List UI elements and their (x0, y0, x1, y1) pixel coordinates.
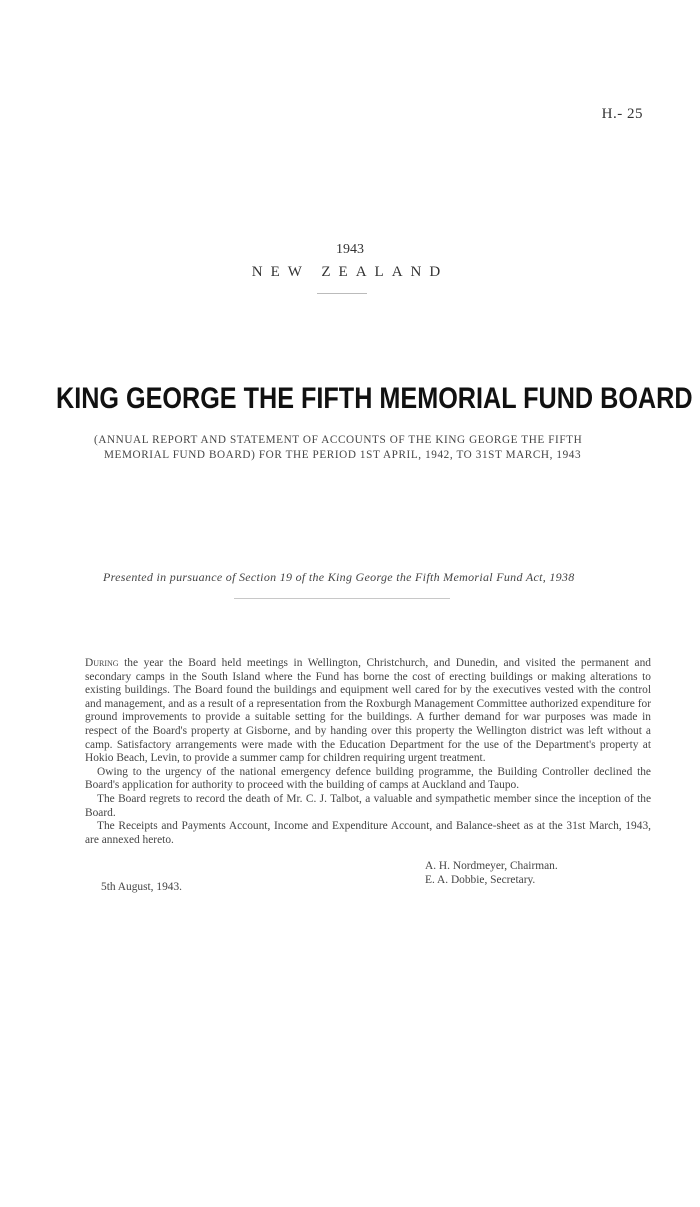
paragraph-1-text: the year the Board held meetings in Wellington, Christchurch, and Dunedin, and visited the permanent and secondary camps in the South Island where the Fund has borne the cost of erecting buildings or making alterations to existing buildings. The Board found the buildings and equipment well cared for by the executives vested with the control and management, and as a result of a representation from the Roxburgh Management Committee authorized expenditure for ground improvements to provide a suitable setting for the buildings. A further demand for war purposes was made in respect of the Board's property at Gisborne, and by handing over this property the Wellington district was left without a camp. Satisfactory arrangements were made with the Education Department for the use of the Department's property at Hokio Beach, Levin, to provide a summer camp for children requiring urgent treatment. (85, 657, 651, 765)
report-body (85, 657, 651, 847)
short-divider (317, 293, 367, 294)
presented-note: Presented in pursuance of Section 19 of the King George the Fifth Memorial Fund Act, 1938 (103, 570, 575, 584)
document-year: 1943 (336, 242, 364, 257)
paragraph-1-lead: During (85, 657, 119, 669)
main-title: KING GEORGE THE FIFTH MEMORIAL FUND BOARD (56, 382, 693, 415)
subtitle (94, 433, 674, 463)
report-date: 5th August, 1943. (101, 881, 183, 893)
secretary-signature: E. A. Dobbie, Secretary. (425, 874, 536, 886)
long-divider (234, 598, 450, 599)
paragraph-2: Owing to the urgency of the national emergency defence building programme, the Building Controller declined the Board's application for authority to proceed with the building of camps at Auckland and Taupo. (85, 765, 651, 792)
country-heading: NEW ZEALAND (251, 264, 449, 280)
paragraph-1 (85, 657, 651, 766)
subtitle-line-1: (ANNUAL REPORT AND STATEMENT OF ACCOUNTS OF THE KING GEORGE THE FIFTH (94, 434, 583, 446)
paragraph-3: The Board regrets to record the death of Mr. C. J. Talbot, a valuable and sympathetic member since the inception of the Board. (85, 792, 651, 819)
paragraph-4: The Receipts and Payments Account, Income and Expenditure Account, and Balance-sheet as at the 31st March, 1943, are annexed hereto. (85, 820, 651, 846)
chairman-signature: A. H. Nordmeyer, Chairman. (425, 860, 558, 872)
subtitle-line-2: MEMORIAL FUND BOARD) FOR THE PERIOD 1ST APRIL, 1942, TO 31ST MARCH, 1943 (104, 449, 582, 461)
page-reference: H.- 25 (601, 106, 643, 122)
signature-block (425, 859, 665, 887)
